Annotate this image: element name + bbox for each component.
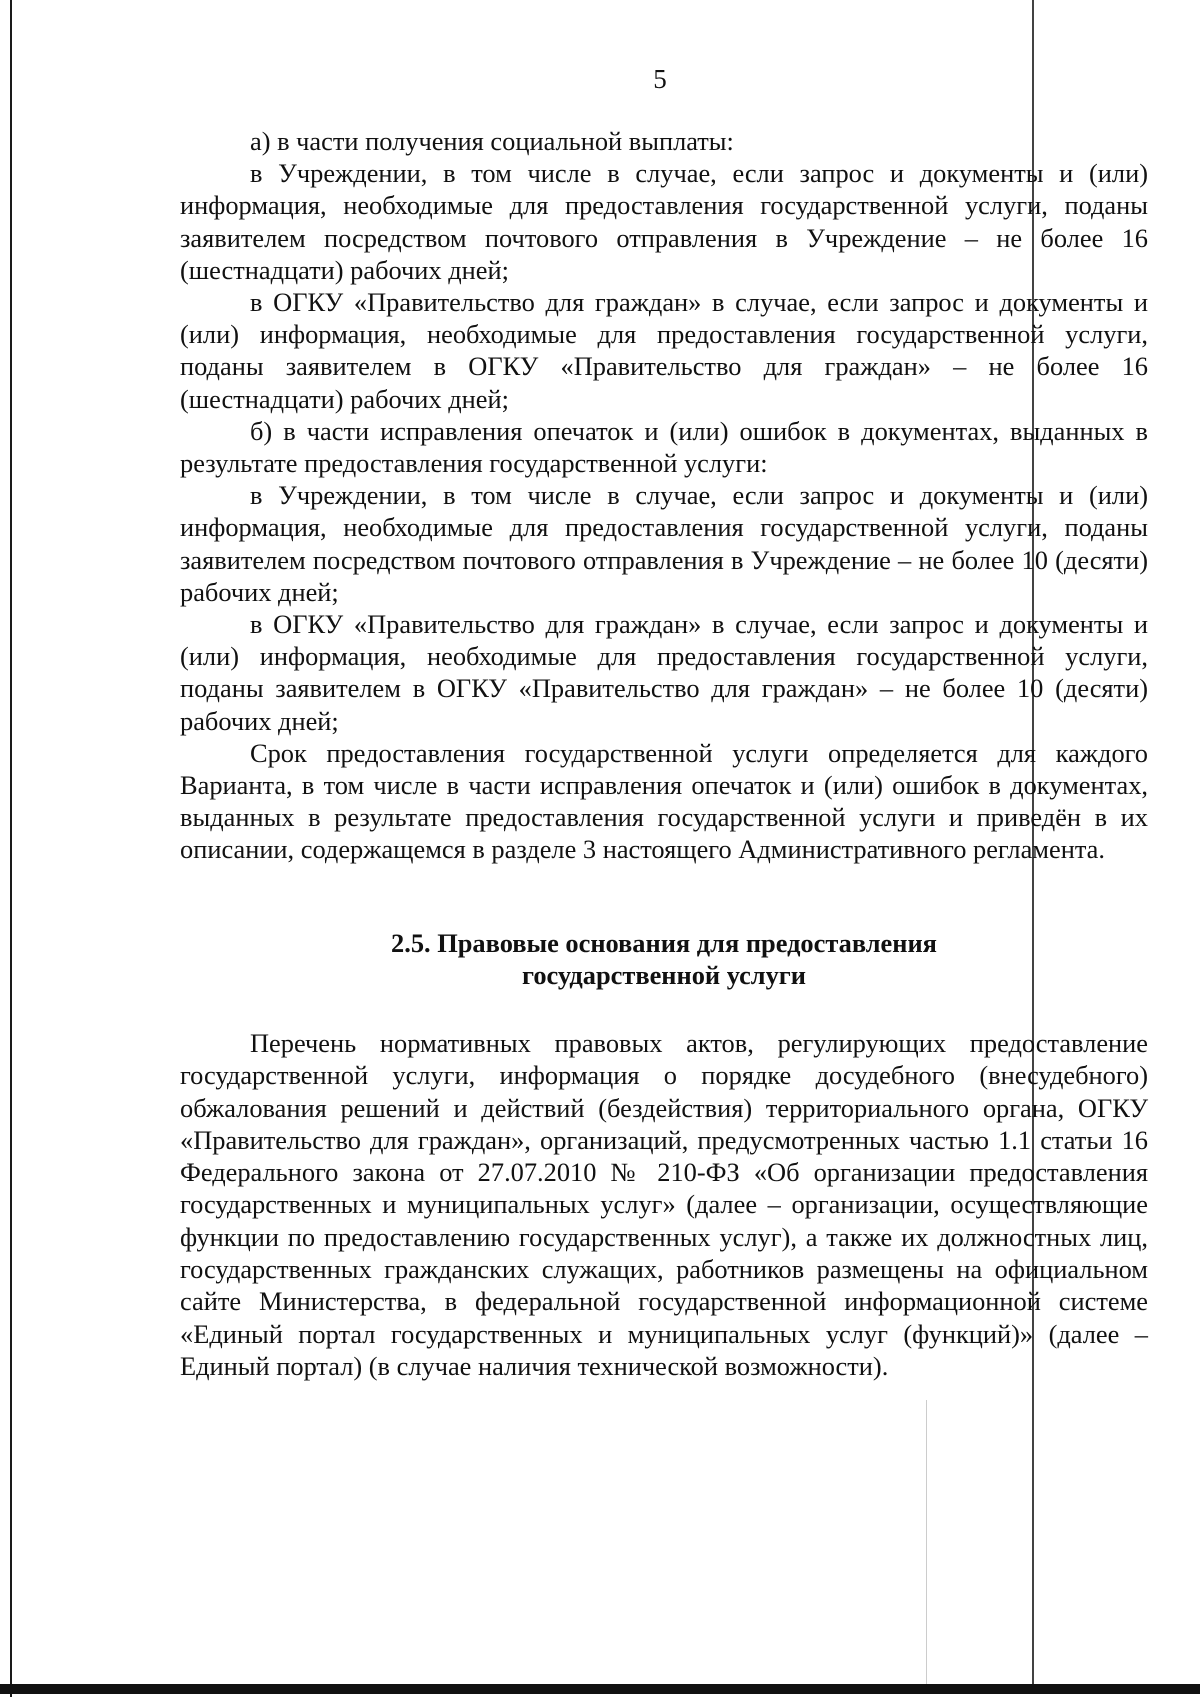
section-b-institution-term: в Учреждении, в том числе в случае, если запрос и документы и (или) информация, необходимые для предоставления государственной услуги, поданы заявителем посредством почтового отправления в Учреждение – не более 10 (десяти) рабочих дней; (180, 480, 1148, 607)
section-a-ogku-term: в ОГКУ «Правительство для граждан» в случае, если запрос и документы и (или) информация, необходимые для предоставления государственной услуги, поданы заявителем в ОГКУ «Правительство для граждан» – не более 16 (шестнадцати) рабочих дней; (180, 287, 1148, 414)
legal-basis-block (180, 1027, 1148, 1382)
section-b-intro: б) в части исправления опечаток и (или) ошибок в документах, выданных в результате предоставления государственной услуги: (180, 415, 1148, 479)
scan-edge-bottom (0, 1684, 1200, 1694)
section-a-institution-term: в Учреждении, в том числе в случае, если запрос и документы и (или) информация, необходимые для предоставления государственной услуги, поданы заявителем посредством почтового отправления в Учреждение – не более 16 (шестнадцати) рабочих дней; (180, 158, 1148, 285)
legal-basis-paragraph: Перечень нормативных правовых актов, регулирующих предоставление государственной услуги, информация о порядке досудебного (внесудебного) обжалования решений и действий (бездействия) территориального органа, ОГКУ «Правительство для граждан», организаций, предусмотренных частью 1.1 статьи 16 Федерального закона от 27.07.2010 № 210-ФЗ «Об организации предоставления государственных и муниципальных услуг» (далее – организации, осуществляющие функции по предоставлению государственных услуг), а также их должностных лиц, государственных гражданских служащих, работников размещены на официальном сайте Министерства, в федеральной государственной информационной системе «Единый портал государственных и муниципальных услуг (функций)» (далее – Единый портал) (в случае наличия технической возможности). (180, 1028, 1148, 1381)
section-heading-line-1: 2.5. Правовые основания для предоставления (391, 928, 937, 958)
term-paragraph: Срок предоставления государственной услуги определяется для каждого Варианта, в том числе в части исправления опечаток и (или) ошибок в документах, выданных в результате предоставления государственной услуги и приведён в их описании, содержащемся в разделе 3 настоящего Административного регламента. (180, 737, 1148, 865)
section-a-intro: а) в части получения социальной выплаты: (250, 126, 734, 156)
page-number: 5 (653, 64, 667, 94)
scan-edge-left (10, 0, 12, 1697)
section-heading (180, 927, 1148, 991)
section-b-ogku-term: в ОГКУ «Правительство для граждан» в случае, если запрос и документы и (или) информация, необходимые для предоставления государственной услуги, поданы заявителем в ОГКУ «Правительство для граждан» – не более 10 (десяти) рабочих дней; (180, 609, 1148, 736)
deadlines-block (180, 125, 1148, 866)
section-heading-line-2: государственной услуги (522, 960, 806, 990)
scan-fold-line-faint (926, 1400, 927, 1684)
